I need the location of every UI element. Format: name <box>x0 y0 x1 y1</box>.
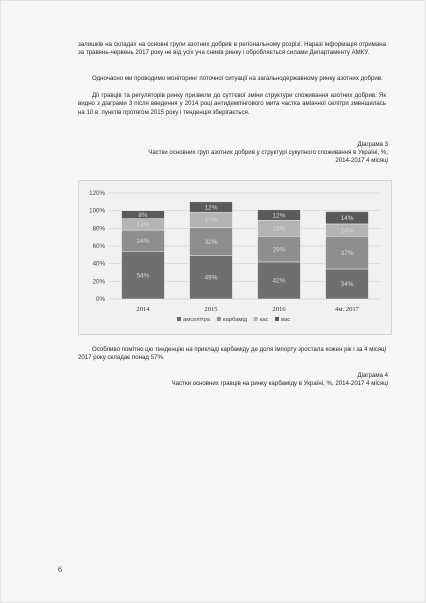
y-tick-label: 120% <box>89 190 105 197</box>
data-label: 24% <box>136 237 150 245</box>
data-label: 32% <box>204 238 218 246</box>
diagram4-label: Діаграма 4 <box>357 372 388 379</box>
data-label: 17% <box>204 217 218 225</box>
data-label: 12% <box>204 204 218 212</box>
legend-swatch <box>275 317 279 321</box>
paragraph-carbamide: Особливо помітно цю тенденцію на прикладі карбаміду де доля імпорту зростала кожен рік і за 4 місяці 2017 року складає понад 57%. <box>78 346 386 362</box>
diagram3-caption-line2: 2014-2017 4 місяці <box>335 157 388 165</box>
legend-label: вас <box>281 317 291 323</box>
legend-swatch <box>217 317 221 321</box>
data-label: 13% <box>136 221 150 229</box>
paragraph-structure: Дії гравців та регуляторів ринку призвели до суттєвої зміни структури споживання азотних добрив. Як видно з діаграми 3 після введення у 2014 році антидемпінгового мита частка аміачної селітри зменшилась на 10 в. пунктів протягом 2015 року і тенденція зберігається. <box>78 92 386 116</box>
legend-swatch <box>254 317 258 321</box>
data-label: 18% <box>272 225 286 233</box>
diagram3-caption <box>148 149 388 166</box>
diagram4-caption: Частки основних гравців на ринку карбаміду в Україні, %, 2014-2017 4 місяці <box>171 380 388 387</box>
data-label: 54% <box>136 272 150 280</box>
legend-label: амселітра <box>183 317 210 323</box>
y-tick-label: 60% <box>92 243 105 250</box>
stacked-bar-chart <box>78 180 392 335</box>
page-number: 6 <box>58 565 62 574</box>
chart-canvas <box>79 181 391 334</box>
x-tick-label: 4м. 2017 <box>335 306 359 313</box>
data-label: 8% <box>138 211 148 219</box>
data-label: 14% <box>340 227 354 235</box>
paragraph-intro: залишків на складах на основні групи азотних добрив в регіональному розрізі. Наразі інформація отримана за травень-червень 2017 року не від усіх уча сників ринку і обробляється силами Департаменту АМКУ. <box>78 41 386 57</box>
x-tick-label: 2014 <box>136 306 150 313</box>
data-label: 42% <box>272 277 286 285</box>
data-label: 14% <box>340 214 354 222</box>
data-label: 37% <box>340 249 354 257</box>
data-label: 12% <box>272 212 286 220</box>
data-label: 34% <box>340 281 354 289</box>
diagram3-label: Діаграма 3 <box>357 141 388 148</box>
y-tick-label: 0% <box>96 296 105 303</box>
y-tick-label: 80% <box>92 225 105 233</box>
data-label: 49% <box>204 274 218 282</box>
y-tick-label: 40% <box>92 260 105 268</box>
y-tick-label: 100% <box>89 207 105 215</box>
legend-swatch <box>177 317 181 321</box>
data-label: 29% <box>272 246 286 254</box>
paragraph-monitoring: Одночасно ми проводимо моніторинг поточної ситуації на загальнодержавному ринку азотних добрив. <box>92 75 383 82</box>
legend-label: карбамід <box>222 317 248 323</box>
diagram3-caption-line1: Частки основних груп азотних добрив у структурі сукупного споживання в Україні, %, <box>148 149 388 156</box>
legend-label: кас <box>259 317 269 323</box>
y-tick-label: 20% <box>92 278 105 286</box>
x-tick-label: 2016 <box>272 306 286 313</box>
x-tick-label: 2015 <box>204 306 218 313</box>
